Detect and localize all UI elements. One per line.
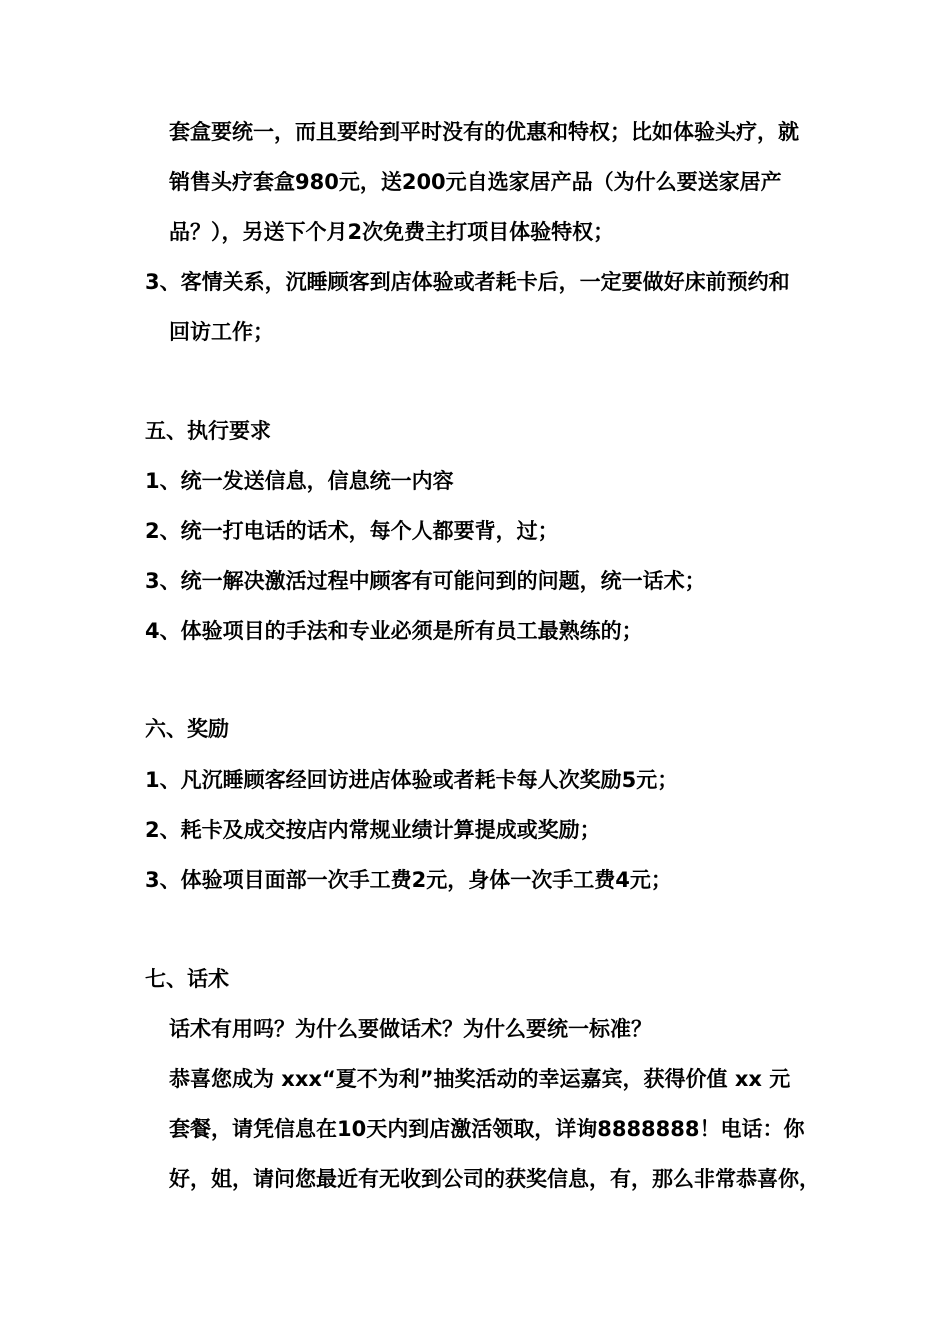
paragraph-line: 套餐，请凭信息在10天内到店激活领取，详询8888888！电话：你 (169, 1117, 805, 1141)
section-heading: 五、执行要求 (145, 419, 271, 443)
list-item: 3、客情关系，沉睡顾客到店体验或者耗卡后，一定要做好床前预约和 (145, 270, 790, 294)
list-item: 1、统一发送信息，信息统一内容 (145, 469, 454, 493)
list-item: 3、体验项目面部一次手工费2元，身体一次手工费4元； (145, 868, 672, 892)
paragraph-line: 回访工作； (169, 320, 274, 344)
paragraph-line: 品？），另送下个月2次免费主打项目体验特权； (169, 220, 615, 244)
list-item: 2、统一打电话的话术，每个人都要背，过； (145, 519, 559, 543)
list-item: 2、耗卡及成交按店内常规业绩计算提成或奖励； (145, 818, 601, 842)
paragraph-line: 恭喜您成为 xxx“夏不为利”抽奖活动的幸运嘉宾，获得价值 xx 元 (169, 1067, 791, 1091)
section-heading: 六、奖励 (145, 717, 229, 741)
paragraph-line: 话术有用吗？为什么要做话术？为什么要统一标准？ (169, 1017, 652, 1041)
section-heading: 七、话术 (145, 967, 229, 991)
list-item: 3、统一解决激活过程中顾客有可能问到的问题，统一话术； (145, 569, 706, 593)
list-item: 4、体验项目的手法和专业必须是所有员工最熟练的； (145, 619, 643, 643)
paragraph-line: 套盒要统一，而且要给到平时没有的优惠和特权；比如体验头疗，就 (169, 120, 799, 144)
paragraph-line: 销售头疗套盒980元，送200元自选家居产品（为什么要送家居产 (169, 170, 782, 194)
paragraph-line: 好，姐，请问您最近有无收到公司的获奖信息，有，那么非常恭喜你， (169, 1167, 820, 1191)
list-item: 1、凡沉睡顾客经回访进店体验或者耗卡每人次奖励5元； (145, 768, 679, 792)
